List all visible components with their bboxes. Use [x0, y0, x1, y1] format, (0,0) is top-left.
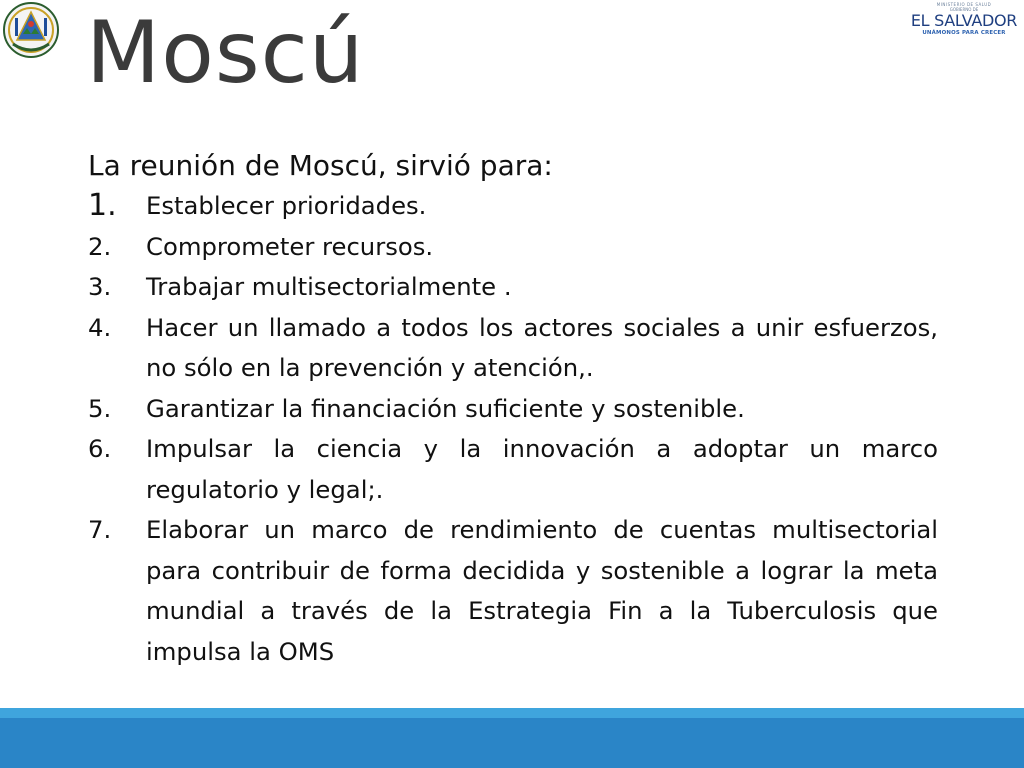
list-item-number: 6.	[88, 434, 112, 463]
list-item	[88, 267, 938, 308]
government-logo	[910, 0, 1018, 52]
list-item	[88, 389, 938, 430]
list-item	[88, 308, 938, 389]
list-item-text: Elaborar un marco de rendimiento de cuentas multisectorial para contribuir de forma decidida y sostenible a lograr la meta mundial a través de la Estrategia Fin a la Tuberculosis que impulsa la OMS	[146, 515, 938, 666]
title-line-2: Moscú	[86, 3, 365, 103]
list-item-text: Establecer prioridades.	[146, 191, 427, 220]
slide-title	[86, 0, 744, 110]
list-item	[88, 227, 938, 268]
logo-ministry-text: MINISTERIO DE SALUD	[936, 2, 992, 7]
list-item-number: 7.	[88, 515, 112, 544]
logo-gov-text: GOBIERNO DE	[949, 7, 979, 12]
list-item-number: 4.	[88, 312, 112, 342]
list-item	[88, 186, 938, 227]
footer-accent-bar	[0, 708, 1024, 718]
footer-bar	[0, 718, 1024, 768]
coat-of-arms-icon	[3, 0, 59, 60]
list-item	[88, 510, 938, 672]
logo-country-text: EL SALVADOR	[910, 11, 1018, 30]
list-item-text: Trabajar multisectorialmente .	[146, 272, 512, 301]
list-item	[88, 429, 938, 510]
list-item-number: 3.	[88, 272, 112, 301]
intro-text: La reunión de Moscú, sirvió para:	[88, 149, 553, 182]
list-item-text: Comprometer recursos.	[146, 231, 434, 261]
list-item-number: 5.	[88, 393, 112, 423]
logo-motto-text: UNÁMONOS PARA CRECER	[922, 30, 1006, 36]
numbered-list	[88, 186, 938, 672]
slide-body	[88, 146, 938, 672]
list-item-text: Impulsar la ciencia y la innovación a adoptar un marco regulatorio y legal;.	[146, 434, 938, 504]
list-item-number: 1.	[88, 188, 117, 223]
list-item-number: 2.	[88, 231, 112, 261]
list-item-text: Hacer un llamado a todos los actores sociales a unir esfuerzos, no sólo en la prevención y atención,.	[146, 312, 938, 382]
list-item-text: Garantizar la financiación suficiente y sostenible.	[146, 393, 745, 423]
